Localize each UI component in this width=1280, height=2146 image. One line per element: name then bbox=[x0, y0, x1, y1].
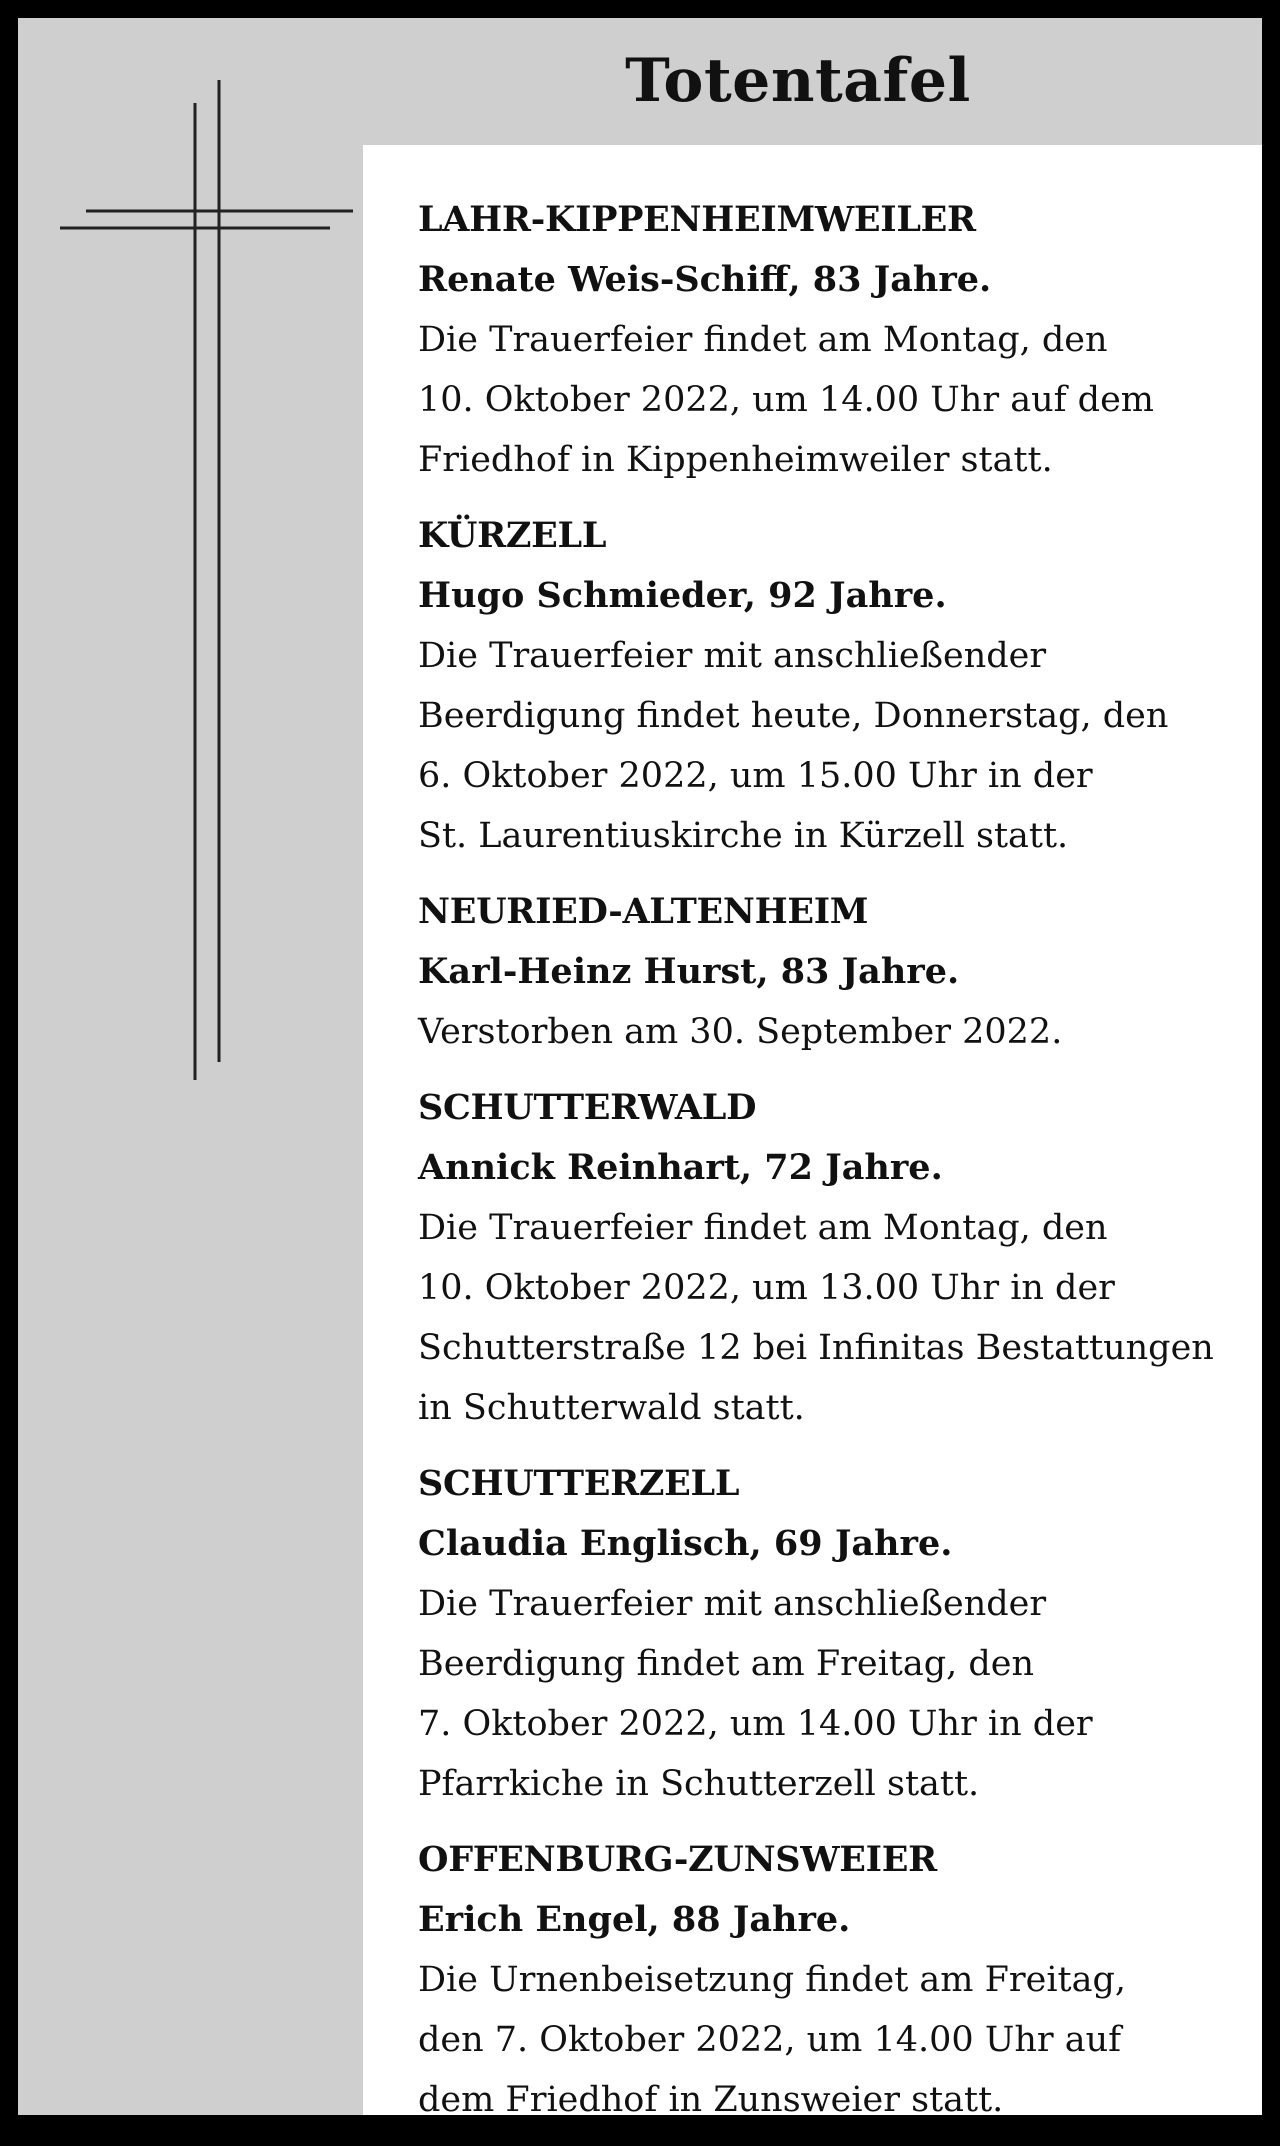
entry-text-line: 10. Oktober 2022, um 13.00 Uhr in der bbox=[418, 1268, 1115, 1308]
entry-name: Renate Weis-Schiff, 83 Jahre. bbox=[418, 259, 992, 300]
obituary-panel bbox=[18, 18, 1262, 2120]
entry-text-line: Schutterstraße 12 bei Infinitas Bestattungen bbox=[418, 1328, 1214, 1368]
entry-place: NEURIED-ALTENHEIM bbox=[418, 891, 869, 932]
obituary-entry bbox=[418, 506, 1258, 866]
obituary-entry bbox=[418, 1454, 1258, 1814]
entry-text-line: 10. Oktober 2022, um 14.00 Uhr auf dem bbox=[418, 380, 1154, 420]
obituary-entry bbox=[418, 1078, 1258, 1438]
entry-text-line: Beerdigung findet am Freitag, den bbox=[418, 1644, 1035, 1684]
page-title: Totentafel bbox=[625, 46, 971, 116]
entry-text-line: den 7. Oktober 2022, um 14.00 Uhr auf bbox=[418, 2020, 1122, 2060]
entry-text-line: 6. Oktober 2022, um 15.00 Uhr in der bbox=[418, 756, 1093, 796]
entry-text-line: Die Trauerfeier mit anschließender bbox=[418, 1584, 1047, 1624]
obituary-entry bbox=[418, 882, 1258, 1062]
obituary-entry bbox=[418, 190, 1258, 490]
entry-text-line: Friedhof in Kippenheimweiler statt. bbox=[418, 440, 1053, 480]
entry-text-line: Verstorben am 30. September 2022. bbox=[418, 1012, 1063, 1052]
entry-text-line: Pfarrkiche in Schutterzell statt. bbox=[418, 1764, 980, 1804]
entry-text-line: 7. Oktober 2022, um 14.00 Uhr in der bbox=[418, 1704, 1093, 1744]
entry-place: KÜRZELL bbox=[418, 515, 607, 556]
entry-text-line: St. Laurentiuskirche in Kürzell statt. bbox=[418, 816, 1069, 856]
entry-name: Hugo Schmieder, 92 Jahre. bbox=[418, 575, 947, 616]
entry-name: Annick Reinhart, 72 Jahre. bbox=[418, 1147, 943, 1188]
entry-name: Erich Engel, 88 Jahre. bbox=[418, 1899, 851, 1940]
obituary-list-area bbox=[363, 145, 1262, 2120]
entry-text-line: Die Urnenbeisetzung findet am Freitag, bbox=[418, 1960, 1126, 2000]
entry-text-line: dem Friedhof in Zunsweier statt. bbox=[418, 2080, 1004, 2120]
entry-text-line: in Schutterwald statt. bbox=[418, 1388, 805, 1428]
entry-text-line: Die Trauerfeier findet am Montag, den bbox=[418, 1208, 1108, 1248]
entry-name: Claudia Englisch, 69 Jahre. bbox=[418, 1523, 953, 1564]
entry-text-line: Die Trauerfeier findet am Montag, den bbox=[418, 320, 1108, 360]
entry-place: SCHUTTERZELL bbox=[418, 1463, 740, 1504]
entry-text-line: Die Trauerfeier mit anschließender bbox=[418, 636, 1047, 676]
entry-place: SCHUTTERWALD bbox=[418, 1087, 757, 1128]
obituary-list bbox=[418, 190, 1258, 2146]
obituary-entry bbox=[418, 1830, 1258, 2130]
entry-name: Karl-Heinz Hurst, 83 Jahre. bbox=[418, 951, 960, 992]
entry-text-line: Beerdigung findet heute, Donnerstag, den bbox=[418, 696, 1169, 736]
cross-icon bbox=[38, 58, 368, 1088]
entry-place: LAHR-KIPPENHEIMWEILER bbox=[418, 199, 976, 240]
entry-place: OFFENBURG-ZUNSWEIER bbox=[418, 1839, 937, 1880]
